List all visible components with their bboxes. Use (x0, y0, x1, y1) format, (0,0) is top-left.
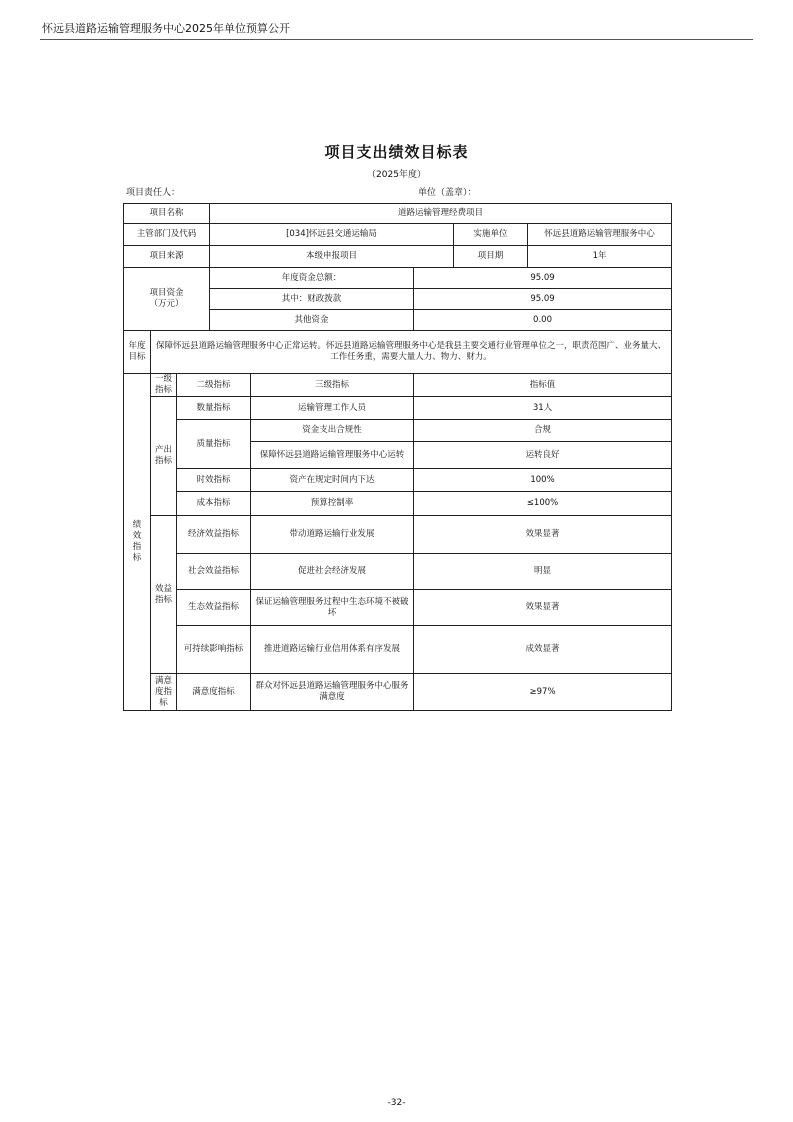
header-value: 指标值 (414, 374, 672, 397)
funds-total-value: 95.09 (414, 268, 672, 289)
benefit-value: 效果显著 (414, 516, 672, 554)
satisfaction-value: ≥97% (414, 674, 672, 711)
output-value: 100% (414, 469, 672, 492)
performance-indicators-label: 绩 效 指 标 (124, 374, 151, 711)
source-value: 本级申报项目 (210, 246, 454, 268)
output-l3: 资产在规定时间内下达 (251, 469, 414, 492)
benefit-l3: 促进社会经济发展 (251, 554, 414, 590)
output-l2-quality: 质量指标 (177, 420, 251, 469)
page-number: -32- (387, 1098, 406, 1108)
impl-unit-label: 实施单位 (454, 224, 528, 246)
benefit-l2-sustainable: 可持续影响指标 (177, 626, 251, 674)
satisfaction-l2: 满意度指标 (177, 674, 251, 711)
project-name-value: 道路运输管理经费项目 (210, 204, 672, 224)
annual-goal-label: 年度 目标 (124, 331, 151, 374)
output-value: 合规 (414, 420, 672, 442)
output-value: 运转良好 (414, 442, 672, 469)
funds-total-label: 年度资金总额： (210, 268, 414, 289)
header-level1: 一级 指标 (151, 374, 177, 397)
funds-label: 项目资金 （万元） (124, 268, 210, 331)
dept-label: 主管部门及代码 (124, 224, 210, 246)
annual-goal-text: 保障怀远县道路运输管理服务中心正常运转。怀远县道路运输管理服务中心是我县主要交通行业管理单位之一，职责范围广、业务量大、工作任务重，需要大量人力、物力、财力。 (151, 331, 672, 374)
document-year: （2025年度） (367, 170, 426, 180)
performance-table (123, 203, 672, 711)
funds-fiscal-value: 95.09 (414, 289, 672, 310)
responsible-person-label: 项目责任人： (126, 188, 181, 198)
benefit-value: 效果显著 (414, 590, 672, 626)
output-l3: 运输管理工作人员 (251, 397, 414, 420)
impl-unit-value: 怀远县道路运输管理服务中心 (528, 224, 672, 246)
page-header: 怀远县道路运输管理服务中心2025年单位预算公开 (42, 22, 290, 35)
output-value: 31人 (414, 397, 672, 420)
output-l2-cost: 成本指标 (177, 492, 251, 516)
header-level2: 二级指标 (177, 374, 251, 397)
period-value: 1年 (528, 246, 672, 268)
unit-seal-label: 单位（盖章）： (418, 188, 477, 198)
source-label: 项目来源 (124, 246, 210, 268)
benefit-l3: 保证运输管理服务过程中生态环境不被破坏 (251, 590, 414, 626)
benefit-l3: 推进道路运输行业信用体系有序发展 (251, 626, 414, 674)
output-l3: 资金支出合规性 (251, 420, 414, 442)
document-title: 项目支出绩效目标表 (324, 143, 469, 161)
benefit-value: 成效显著 (414, 626, 672, 674)
dept-value: [034]怀远县交通运输局 (210, 224, 454, 246)
output-indicators-label: 产出 指标 (151, 397, 177, 516)
satisfaction-indicators-label: 满意 度指 标 (151, 674, 177, 711)
output-l3: 保障怀远县道路运输管理服务中心运转 (251, 442, 414, 469)
funds-other-value: 0.00 (414, 310, 672, 331)
funds-other-label: 其他资金 (210, 310, 414, 331)
output-value: ≤100% (414, 492, 672, 516)
benefit-value: 明显 (414, 554, 672, 590)
satisfaction-l3: 群众对怀远县道路运输管理服务中心服务满意度 (251, 674, 414, 711)
output-l2-timeliness: 时效指标 (177, 469, 251, 492)
funds-fiscal-label: 其中：财政拨款 (210, 289, 414, 310)
benefit-l2-ecological: 生态效益指标 (177, 590, 251, 626)
header-divider (40, 39, 753, 40)
benefit-l2-economic: 经济效益指标 (177, 516, 251, 554)
benefit-l3: 带动道路运输行业发展 (251, 516, 414, 554)
header-level3: 三级指标 (251, 374, 414, 397)
project-name-label: 项目名称 (124, 204, 210, 224)
output-l2-quantity: 数量指标 (177, 397, 251, 420)
output-l3: 预算控制率 (251, 492, 414, 516)
benefit-indicators-label: 效益 指标 (151, 516, 177, 674)
period-label: 项目期 (454, 246, 528, 268)
benefit-l2-social: 社会效益指标 (177, 554, 251, 590)
